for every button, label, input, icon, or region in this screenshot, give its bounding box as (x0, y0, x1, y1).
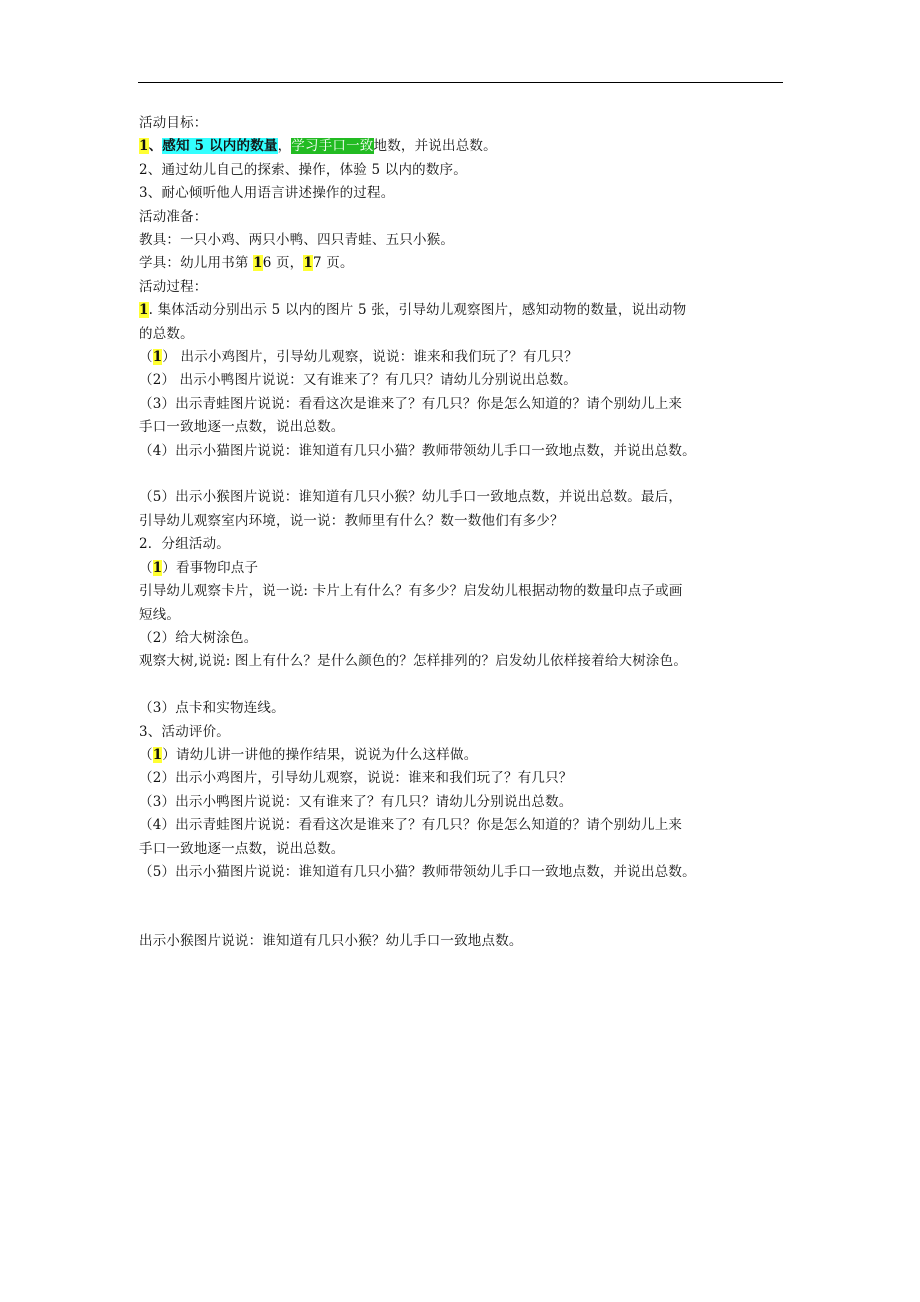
header-rule (138, 82, 783, 83)
goals-heading: 活动目标： (139, 115, 208, 131)
step-2-item-1-detail: 引导幼儿观察卡片，说一说: 卡片上有什么？有多少？启发幼儿根据动物的数量印点子或画 (139, 583, 683, 600)
process-heading: 活动过程： (139, 278, 208, 295)
step-1-item-1-number: 1 (152, 349, 163, 366)
step-2-item-1-text: ）看事物印点子 (162, 559, 259, 576)
step-1-continued: 的总数。 (139, 325, 194, 342)
step-2-item-2-detail: 观察大树,说说: 图上有什么？是什么颜色的？怎样排列的？启发幼儿依样接着给大树涂色。 (139, 653, 688, 670)
step-3-item-2: （2）出示小鸡图片，引导幼儿观察，说说：谁来和我们玩了？有几只？ (139, 770, 573, 787)
step-1-number: 1 (139, 302, 149, 319)
step-3-item-1-open: （ (139, 746, 153, 763)
goal-1-highlight-b: 学习手口一致 (291, 138, 374, 155)
step-2-item-1-open: （ (139, 559, 153, 576)
step-2-item-3: （3）点卡和实物连线。 (139, 700, 285, 717)
goal-3: 3、耐心倾听他人用语言讲述操作的过程。 (139, 185, 395, 202)
step-2: 2．分组活动。 (139, 536, 230, 553)
step-3-item-5: （5）出示小猫图片说说：谁知道有几只小猫？教师带领幼儿手口一致地点数，并说出总数。 (139, 863, 696, 880)
step-3-item-4-continued: 手口一致地逐一点数，说出总数。 (139, 840, 345, 857)
step-2-item-1-detail-continued: 短线。 (139, 606, 181, 623)
goal-1-number: 1 (139, 138, 149, 155)
step-1-item-1-text: ） 出示小鸡图片，引导幼儿观察，说说：谁来和我们玩了？有几只？ (162, 349, 578, 366)
step-3: 3、活动评价。 (139, 723, 230, 740)
step-3-item-1-text: ）请幼儿讲一讲他的操作结果，说说为什么这样做。 (162, 746, 478, 763)
step-1-item-3: （3）出示青蛙图片说说：看看这次是谁来了？有几只？你是怎么知道的？请个别幼儿上来 (139, 395, 683, 412)
step-1 (139, 299, 799, 322)
step-2-item-1-number: 1 (152, 559, 163, 576)
prep-student-text-b: 6 页， (262, 255, 304, 272)
prep-student-page-digit-2: 1 (303, 255, 313, 272)
spacer (139, 674, 799, 697)
prep-heading: 活动准备： (139, 208, 208, 225)
prep-student-text-c: 7 页。 (312, 255, 354, 272)
step-3-item-4: （4）出示青蛙图片说说：看看这次是谁来了？有几只？你是怎么知道的？请个别幼儿上来 (139, 817, 683, 834)
spacer (139, 884, 799, 930)
step-1-item-1-open: （ (139, 349, 153, 366)
step-3-item-3: （3）出示小鸭图片说说：又有谁来了？有几只？请幼儿分别说出总数。 (139, 793, 573, 810)
step-1-item-5: （5）出示小猴图片说说：谁知道有几只小猴？幼儿手口一致地点数，并说出总数。最后， (139, 489, 683, 506)
goal-1-rest: 地数，并说出总数。 (373, 138, 497, 155)
goal-2: 2、通过幼儿自己的探索、操作，体验 5 以内的数序。 (139, 161, 467, 178)
final-line: 出示小猴图片说说：谁知道有几只小猴？幼儿手口一致地点数。 (139, 933, 523, 950)
spacer (139, 463, 799, 486)
step-1-item-3-continued: 手口一致地逐一点数，说出总数。 (139, 419, 345, 436)
step-3-item-1 (139, 744, 799, 767)
goal-1-highlight-a: 感知 5 以内的数量 (162, 138, 278, 155)
step-2-item-2: （2）给大树涂色。 (139, 629, 258, 646)
step-1-item-2: （2） 出示小鸭图片说说：又有谁来了？有几只？请幼儿分别说出总数。 (139, 372, 577, 389)
goal-1 (139, 135, 799, 158)
step-1-item-1 (139, 346, 799, 369)
goal-1-comma: ， (277, 138, 292, 155)
prep-student (139, 252, 799, 275)
prep-student-text-a: 学具：幼儿用书第 (139, 255, 254, 272)
step-1-text: . 集体活动分别出示 5 以内的图片 5 张，引导幼儿观察图片，感知动物的数量，说出动物 (148, 302, 687, 319)
step-1-item-4: （4）出示小猫图片说说：谁知道有几只小猫？教师带领幼儿手口一致地点数，并说出总数。 (139, 442, 696, 459)
step-2-item-1 (139, 557, 799, 580)
goal-1-sep: 、 (148, 138, 163, 155)
document-body (139, 112, 799, 954)
prep-student-page-digit-1: 1 (253, 255, 263, 272)
prep-teacher: 教具：一只小鸡、两只小鸭、四只青蛙、五只小猴。 (139, 232, 455, 249)
step-3-item-1-number: 1 (152, 746, 163, 763)
step-1-item-5-continued: 引导幼儿观察室内环境，说一说：教师里有什么？数一数他们有多少？ (139, 512, 564, 529)
